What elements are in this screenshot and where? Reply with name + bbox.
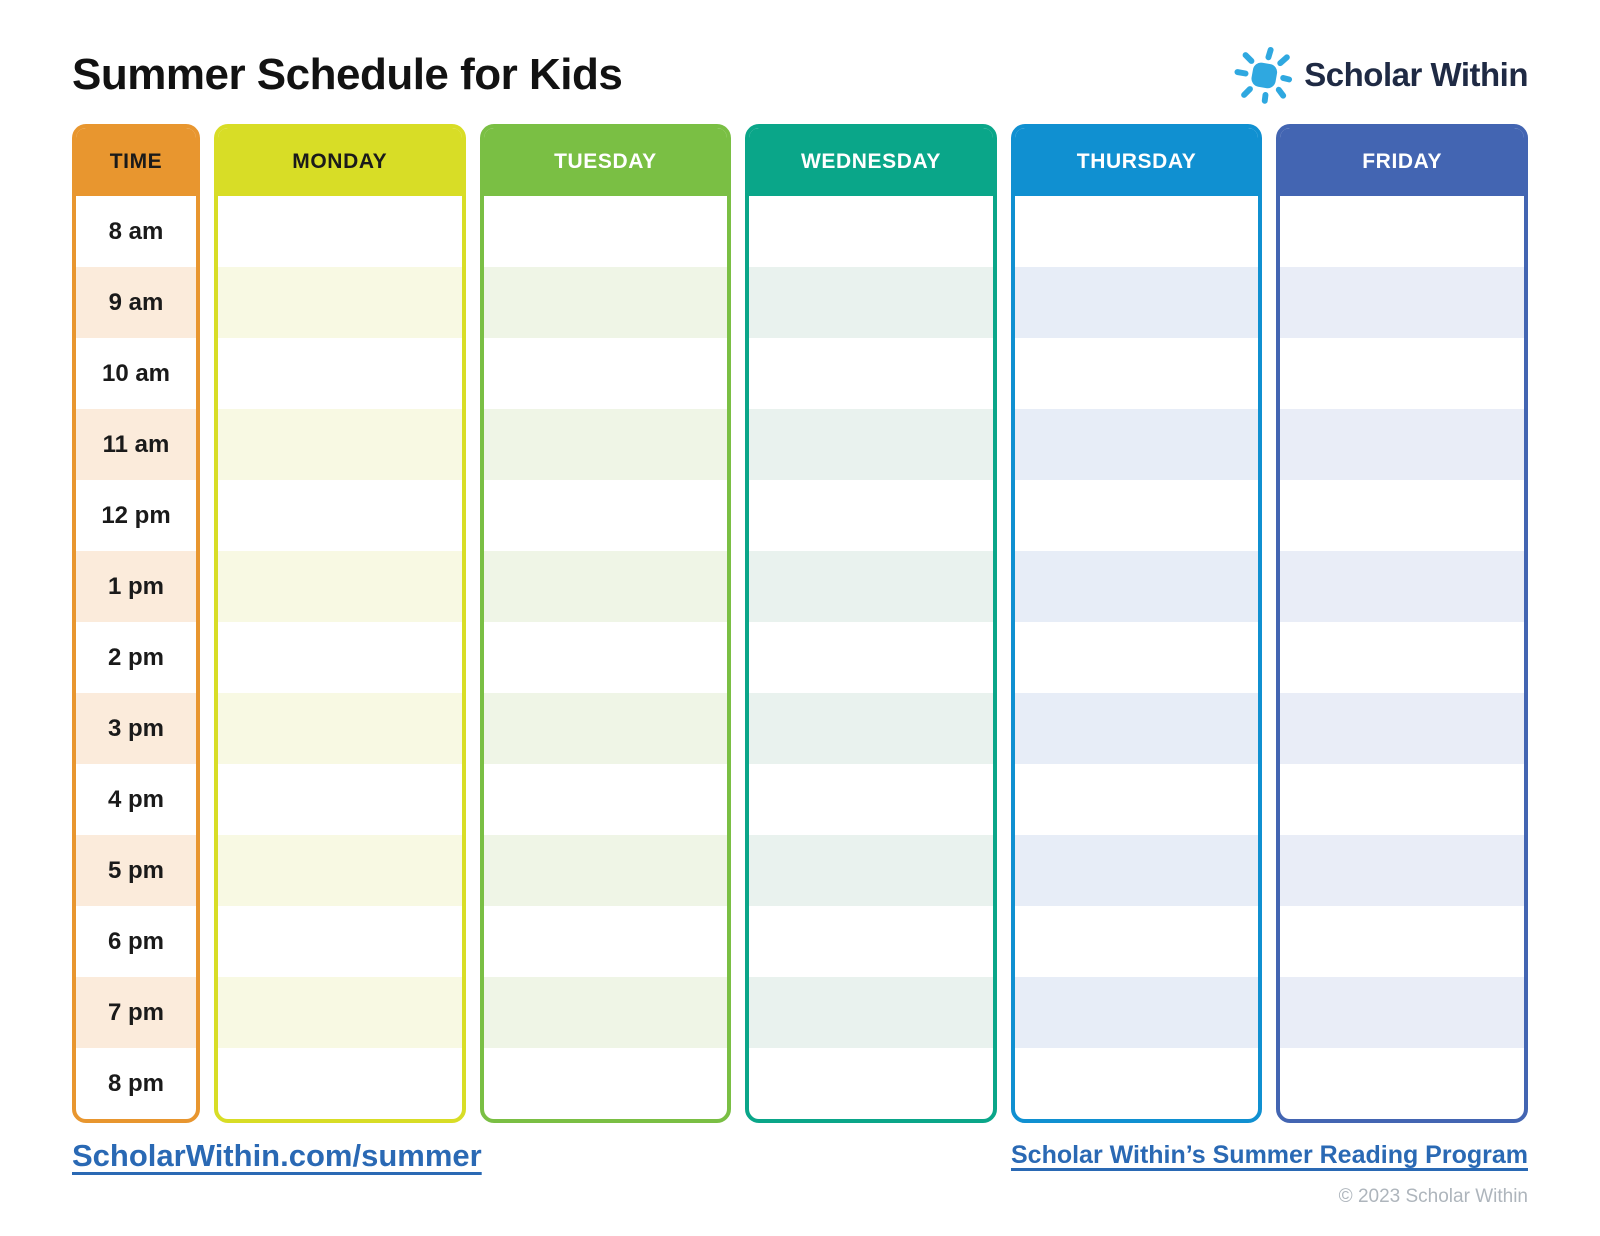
schedule-cell-thursday-4pm [1015,764,1259,835]
schedule-cell-wednesday-8am [749,196,993,267]
schedule-cell-friday-6pm [1280,906,1524,977]
time-label: 8 pm [107,1069,164,1097]
schedule-cell-monday-3pm [218,693,462,764]
day-column-monday [214,124,466,1123]
schedule-cell-friday-4pm [1280,764,1524,835]
schedule-cell-thursday-5pm [1015,835,1259,906]
schedule-cell-tuesday-3pm [484,693,728,764]
schedule-cell-tuesday-6pm [484,906,728,977]
time-label: 4 pm [107,785,164,813]
schedule-cell-wednesday-3pm [749,693,993,764]
schedule-cell-monday-9am [218,267,462,338]
schedule-cell-tuesday-1pm [484,551,728,622]
schedule-cell-friday-2pm [1280,622,1524,693]
time-label: 7 pm [76,977,196,1048]
schedule-cell-tuesday-12pm [484,480,728,551]
schedule-cell-monday-2pm [218,622,462,693]
schedule-cell-friday-3pm [1280,693,1524,764]
time-label: 6 pm [107,927,164,955]
time-label: 11 am [76,409,196,480]
schedule-cell-thursday-12pm [1015,480,1259,551]
schedule-cell-friday-11am [1280,409,1524,480]
schedule-cell-friday-12pm [1280,480,1524,551]
schedule-cell-thursday-7pm [1015,977,1259,1048]
time-label: 9 am [76,267,196,338]
schedule-cell-thursday-8pm [1015,1048,1259,1119]
schedule-cell-tuesday-9am [484,267,728,338]
schedule-cell-wednesday-5pm [749,835,993,906]
schedule-cell-thursday-8am [1015,196,1259,267]
schedule-cell-friday-1pm [1280,551,1524,622]
schedule-cell-thursday-1pm [1015,551,1259,622]
schedule-cell-thursday-9am [1015,267,1259,338]
day-column-wednesday [745,124,997,1123]
schedule-cell-monday-4pm [218,764,462,835]
day-header-monday: MONDAY [218,128,462,196]
schedule-cell-thursday-11am [1015,409,1259,480]
schedule-cell-monday-10am [218,338,462,409]
schedule-cell-wednesday-11am [749,409,993,480]
schedule-cell-wednesday-9am [749,267,993,338]
schedule-cell-tuesday-7pm [484,977,728,1048]
schedule-cell-monday-11am [218,409,462,480]
time-label: 2 pm [107,643,164,671]
schedule-cell-friday-7pm [1280,977,1524,1048]
time-label: 8 am [108,217,164,245]
schedule-cell-wednesday-8pm [749,1048,993,1119]
schedule-cell-friday-5pm [1280,835,1524,906]
schedule-cell-monday-7pm [218,977,462,1048]
schedule-cell-thursday-10am [1015,338,1259,409]
schedule-cell-monday-12pm [218,480,462,551]
summer-reading-program-link[interactable]: Scholar Within’s Summer Reading Program [1010,1141,1528,1169]
top-bar [72,46,1528,104]
copyright-text: © 2023 Scholar Within [1338,1186,1528,1207]
schedule-cell-monday-8pm [218,1048,462,1119]
time-column [72,124,200,1123]
schedule-cell-tuesday-8pm [484,1048,728,1119]
schedule-cell-tuesday-5pm [484,835,728,906]
time-label: 10 am [101,359,171,387]
footer-right [1011,1138,1528,1208]
summer-url-link[interactable]: ScholarWithin.com/summer [72,1138,482,1173]
day-column-friday [1276,124,1528,1123]
schedule-cell-friday-9am [1280,267,1524,338]
schedule-cell-thursday-2pm [1015,622,1259,693]
time-column-header: TIME [76,128,196,196]
time-label: 5 pm [76,835,196,906]
schedule-cell-monday-8am [218,196,462,267]
day-header-wednesday: WEDNESDAY [749,128,993,196]
schedule-cell-friday-10am [1280,338,1524,409]
sun-icon [1233,44,1295,106]
schedule-cell-tuesday-4pm [484,764,728,835]
time-label: 1 pm [76,551,196,622]
schedule-cell-wednesday-6pm [749,906,993,977]
page-title: Summer Schedule for Kids [72,50,623,99]
day-column-tuesday [480,124,732,1123]
footer [72,1138,1528,1208]
schedule-cell-wednesday-2pm [749,622,993,693]
schedule-cell-monday-6pm [218,906,462,977]
time-label: 12 pm [101,501,171,529]
day-header-thursday: THURSDAY [1015,128,1259,196]
schedule-cell-wednesday-1pm [749,551,993,622]
schedule-cell-tuesday-2pm [484,622,728,693]
schedule-cell-tuesday-8am [484,196,728,267]
schedule-cell-friday-8am [1280,196,1524,267]
logo-text: Scholar Within [1304,56,1528,93]
schedule-table [72,124,1528,1123]
schedule-cell-thursday-3pm [1015,693,1259,764]
day-header-friday: FRIDAY [1280,128,1524,196]
day-header-tuesday: TUESDAY [484,128,728,196]
day-column-thursday [1011,124,1263,1123]
schedule-cell-wednesday-4pm [749,764,993,835]
schedule-cell-thursday-6pm [1015,906,1259,977]
schedule-cell-tuesday-10am [484,338,728,409]
schedule-cell-tuesday-11am [484,409,728,480]
schedule-cell-friday-8pm [1280,1048,1524,1119]
schedule-cell-monday-5pm [218,835,462,906]
schedule-cell-wednesday-10am [749,338,993,409]
time-label: 3 pm [76,693,196,764]
scholar-within-logo [1233,44,1528,106]
schedule-cell-wednesday-12pm [749,480,993,551]
schedule-cell-monday-1pm [218,551,462,622]
schedule-cell-wednesday-7pm [749,977,993,1048]
